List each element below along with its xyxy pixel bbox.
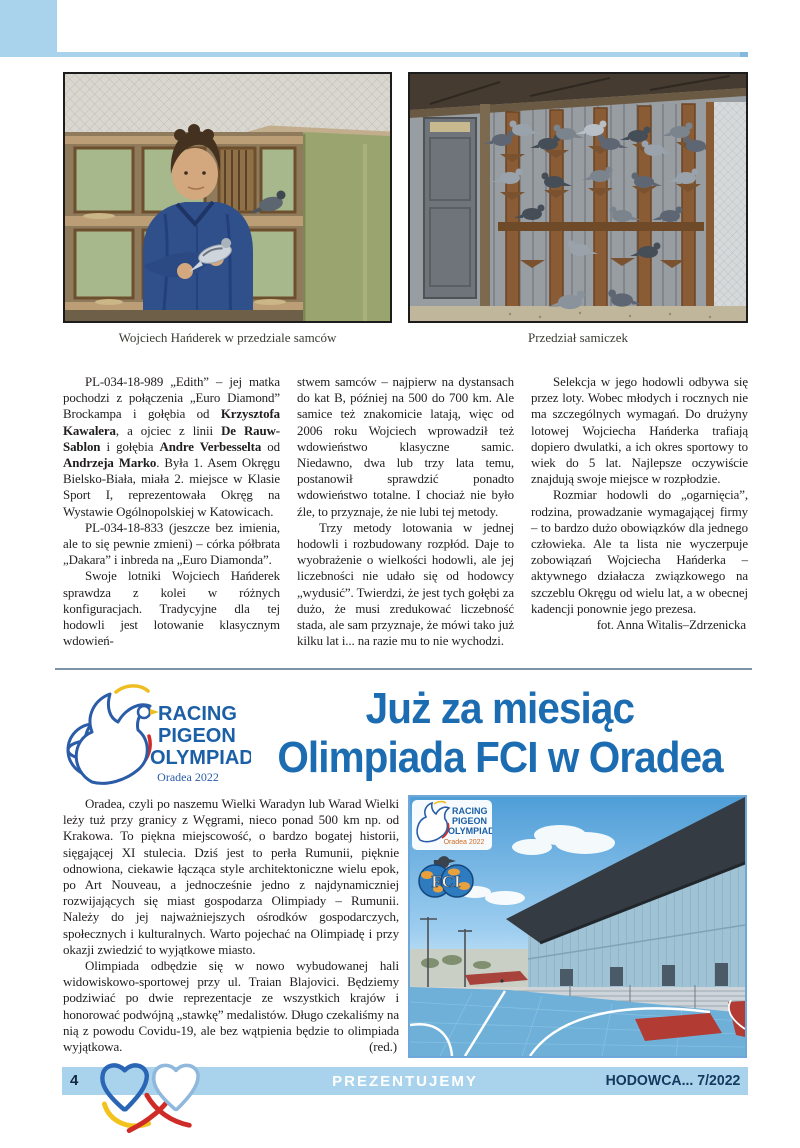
paragraph: stwem samców – najpierw na dystansach do kat B, później na 500 do 700 km. Ale samice też znakomicie latają, więc od 2006 roku Wojciech wprowadził też wdowieństwo klasyczne samic. Niedawno, dwa lub trzy lata temu, postanowił sprawdzić ponadto wdowieństwo totalne. I chociaż nie było źle, to przyznaje, że nie lubi tej metody.: [297, 375, 514, 519]
paragraph: Olimpiada odbędzie się w nowo wybudowanej hali widowiskowo-sportowej przy ul. Traian Blajovici. Będziemy podziwiać po dwie reprezentacje ze wszystkich krajów i honorować podwójną „stawkę” medalistów. Długo czekaliśmy na nią z powodu Covidu-19, ale bez wątpienia będzie to olimpiada wyjątkowa.: [63, 958, 399, 1055]
mini-logo-subtitle: Oradea 2022: [443, 839, 485, 846]
top-rule: [0, 52, 748, 57]
article-column-3: [531, 374, 748, 649]
logo-subtitle: Oradea 2022: [157, 770, 219, 784]
olympiad-mini-logo-icon: [412, 800, 492, 850]
headline-line-1: Już za miesiąc: [365, 684, 635, 733]
paragraph: Trzy metody lotowania w jednej hodowli i rozbudowany rozpłód. Daje to wyobrażenie o wielkości hodowli, ale jej liczebności nie udało się od hodowcy „wydusić”. Twierdzi, że jest tych gołębi za dużo, że musi zredukować liczebność stada, ale sam przyznaje, że mówi tako już kilku lat i... na razie mu to nie wychodzi.: [297, 520, 514, 649]
logo-word-racing: RACING: [158, 703, 237, 725]
paragraph: PL-034-18-833 (jeszcze bez imienia, ale to się pewnie zmieni) – córka półbrata „Dakara” i inbreda na „Euro Diamonda”.: [63, 520, 280, 568]
paragraph: Swoje lotniki Wojciech Hańderek sprawdza z kolei w różnych konfiguracjach. Tradycyjne dla tej hodowli jest lotowanie klasycznym wdowień-: [63, 569, 280, 649]
fci-label: FCI: [431, 872, 461, 891]
paragraph: Rozmiar hodowli do „ogarnięcia”, rodzina, prowadzanie wymagającej firmy – to bardzo dużo obowiązków dla jednego człowieka. Ale ta lista nie wyczerpuje zobowiązań Wojciecha Hańderka – aktywnego działacza związkowego na szczeblu Okręgu od wielu lat, a w obecnej kadencji ponownie jego prezesa.: [531, 488, 748, 616]
editorial-credit: (red.): [369, 1039, 397, 1055]
loft-breeder-illustration: [65, 74, 390, 321]
journal-issue-label: HODOWCA... 7/2022: [605, 1072, 740, 1089]
racing-pigeon-olympiad-logo: [56, 682, 251, 794]
mini-logo-word-pigeon: PIGEON: [452, 816, 488, 826]
paragraph: PL-034-18-989 „Edith” – jej matka pochodzi z połączenia „Euro Diamond” Brockampa i gołębia od Krzysztofa Kawalera, a ojciec z linii De Rauw-Sablon i gołębia Andre Verbesselta od Andrzeja Marko. Była 1. Asem Okręgu Bielsko-Biała, miała 2. miejsce w Klasie Sport I, reprezentowała Okręg na Wystawie Ogólnopolskiej w Katowicach.: [63, 375, 280, 519]
stadium-overlay-olympiad-logo: [412, 800, 492, 850]
photo-caption-left: Wojciech Hańderek w przedziale samców: [118, 330, 337, 345]
article-column-2: [297, 374, 514, 649]
hearts-logo: [92, 1058, 207, 1140]
photo-female-compartment: [408, 72, 748, 323]
logo-word-olympiad: OLYMPIAD: [150, 747, 251, 769]
page-number: 4: [70, 1072, 79, 1089]
aviary-pigeons-illustration: [410, 74, 746, 321]
corner-decoration: [0, 0, 57, 52]
section-divider: [55, 668, 752, 670]
paragraph: Oradea, czyli po naszemu Wielki Waradyn lub Warad Wielki leży tuż przy granicy z Węgrami, nieco ponad 500 km np. od Krakowa. To piękna miejscowość, o bardzo bogatej historii, sięgającej XI stulecia. Dziś jest to perła Rumunii, pięknie odnowiona, ciekawie łącząca style architektoniczne wielu epok, po Art Nouveau, a jednocześnie jedno z najdynamiczniej rozwijających się miast gospodarza Olimpiady – Rumunii. Należy do jej najważniejszych ośrodków gospodarczych, społecznych i kulturalnych. Warto pojechać na Olimpiadę i przy okazji zwiedzić to wyjątkowe miasto.: [63, 796, 399, 957]
footer-section-label: PREZENTUJEMY: [332, 1073, 478, 1090]
photo-male-compartment: [63, 72, 392, 323]
section-headline: [252, 684, 748, 782]
article-column-1: [63, 374, 280, 649]
mini-logo-word-olympiad: OLYMPIAD: [448, 826, 492, 836]
hearts-ribbons-icon: [92, 1058, 207, 1136]
photographer-credit: fot. Anna Witalis–Zdrzenicka: [596, 618, 746, 633]
headline-line-2: Olimpiada FCI w Oradea: [277, 733, 723, 782]
mini-logo-word-racing: RACING: [452, 806, 488, 816]
photo-caption-right: Przedział samiczek: [528, 330, 628, 345]
fci-globe-icon: [412, 852, 480, 900]
olympiad-article: [63, 796, 399, 1055]
top-rule-end-cap: [740, 52, 748, 57]
logo-word-pigeon: PIGEON: [158, 725, 236, 747]
paragraph: Selekcja w jego hodowli odbywa się przez loty. Wobec młodych i rocznych nie ma szczególnych wymagań. Do drużyny lotowej Wojciecha Hańderka trafiają dopiero dwulatki, a ich okres sportowy to wiek do 5 lat. Najlepsze oczywiście znajdują swoje miejsce w rozpłodzie.: [531, 375, 748, 487]
stadium-overlay-fci-logo: [412, 852, 480, 900]
article-columns: [63, 374, 748, 649]
olympiad-dove-globe-icon: [56, 682, 251, 794]
